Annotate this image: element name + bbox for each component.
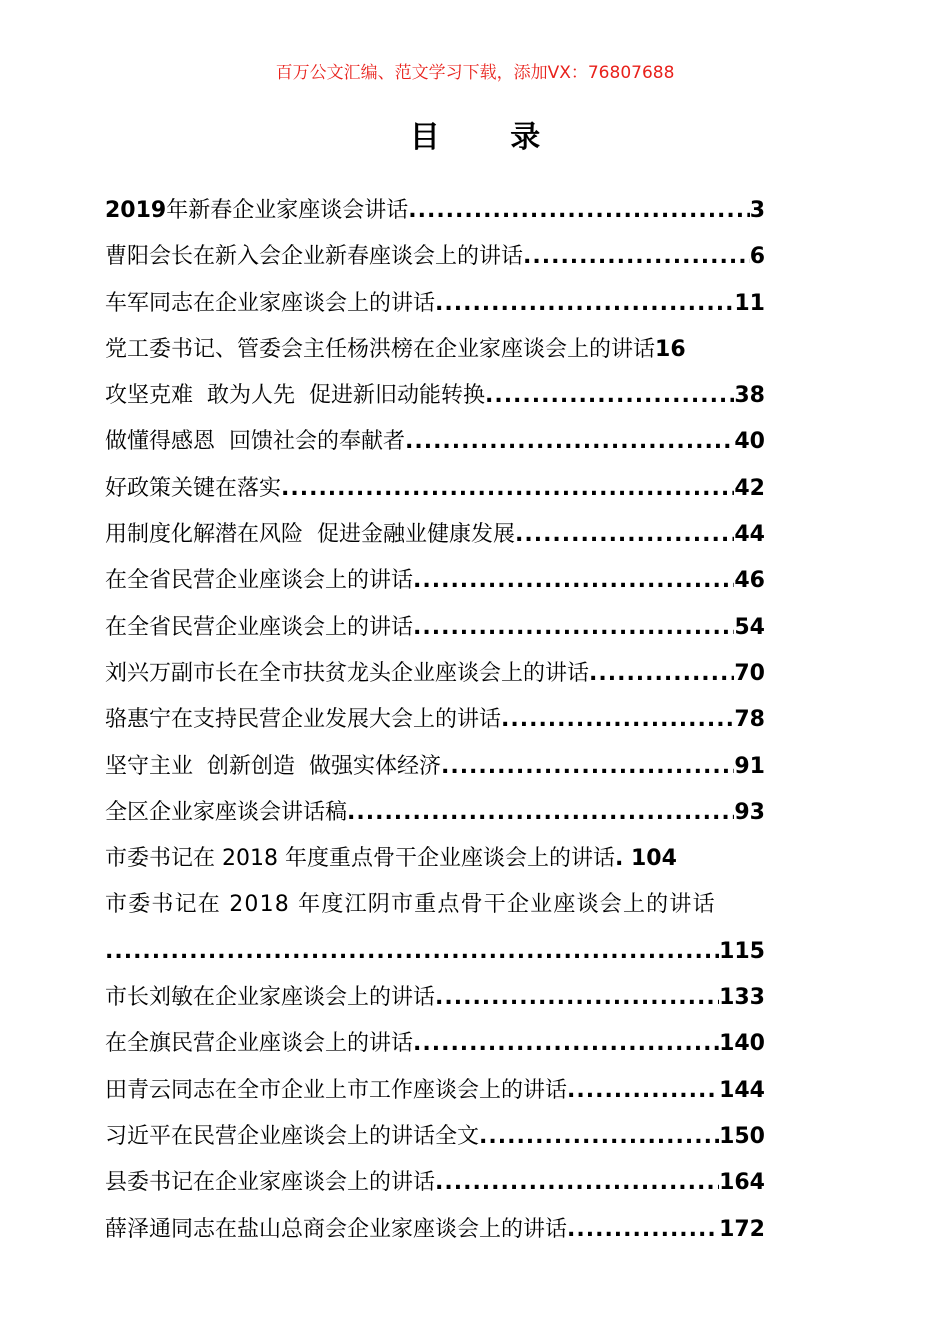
toc-entry-page: 144 <box>719 1077 765 1103</box>
toc-entry[interactable] <box>105 651 765 697</box>
toc-leader-dots <box>567 1068 719 1114</box>
toc-entry-page: 70 <box>734 660 765 686</box>
toc-leader-dots <box>441 744 734 790</box>
toc-entry[interactable] <box>105 975 765 1021</box>
toc-leader-dots <box>523 234 750 280</box>
toc-entry[interactable] <box>105 234 765 280</box>
toc-entry-title: 坚守主业 创新创造 做强实体经济 <box>105 753 441 779</box>
toc-entry-title: 市委书记在 2018 年度江阴市重点骨干企业座谈会上的讲话 <box>105 892 716 918</box>
toc-entry-title: 在全省民营企业座谈会上的讲话 <box>105 568 414 594</box>
toc-entry[interactable] <box>105 419 765 465</box>
toc-entry-page: 93 <box>734 799 765 825</box>
toc-entry-page: 38 <box>734 383 765 409</box>
toc-entry-page: 78 <box>734 707 765 733</box>
toc-entry-page: 11 <box>734 290 765 316</box>
toc-entry-page: 133 <box>719 985 765 1011</box>
toc-leader-dots <box>515 512 734 558</box>
toc-entry-title: 在全省民营企业座谈会上的讲话 <box>105 614 414 640</box>
toc-leader-dots <box>413 558 734 604</box>
toc-entry[interactable] <box>105 882 850 928</box>
toc-leader-dots <box>435 975 719 1021</box>
toc-entry-title: 曹阳会长在新入会企业新春座谈会上的讲话 <box>105 244 524 270</box>
toc-entry-title: 刘兴万副市长在全市扶贫龙头企业座谈会上的讲话 <box>105 660 590 686</box>
toc-leader-dots <box>501 697 734 743</box>
toc-entry-title: 市长刘敏在企业家座谈会上的讲话 <box>105 985 436 1011</box>
toc-entry-page: 44 <box>734 522 765 548</box>
table-of-contents <box>105 188 850 1253</box>
toc-entry-page: 150 <box>719 1123 765 1149</box>
toc-entry-title: 县委书记在企业家座谈会上的讲话 <box>105 1170 436 1196</box>
toc-entry-page: 115 <box>719 938 765 964</box>
toc-leader-dots <box>435 1160 719 1206</box>
toc-entry-title: 全区企业家座谈会讲话稿 <box>105 799 348 825</box>
toc-leader-dots <box>413 605 734 651</box>
toc-entry-year: 2019 <box>105 198 167 223</box>
toc-entry-title: 做懂得感恩 回馈社会的奉献者 <box>105 429 405 455</box>
toc-entry-title: 车军同志在企业家座谈会上的讲话 <box>105 290 436 316</box>
header-watermark-note: 百万公文汇编、范文学习下载，添加VX：76807688 <box>275 63 675 83</box>
toc-entry-page: 172 <box>719 1216 765 1242</box>
toc-entry-page: 46 <box>734 568 765 594</box>
toc-entry[interactable] <box>105 1021 765 1067</box>
toc-entry-title: 薛泽通同志在盐山总商会企业家座谈会上的讲话 <box>105 1216 568 1242</box>
toc-leader-dots <box>281 466 734 512</box>
toc-entry[interactable] <box>105 1114 765 1160</box>
toc-entry-title: 习近平在民营企业座谈会上的讲话全文 <box>105 1123 480 1149</box>
toc-entry[interactable] <box>105 188 765 234</box>
toc-entry-page: 42 <box>734 475 765 501</box>
toc-entry-title: 田青云同志在全市企业上市工作座谈会上的讲话 <box>105 1077 568 1103</box>
toc-leader-dots <box>405 419 734 465</box>
toc-entry-title: 用制度化解潜在风险 促进金融业健康发展 <box>105 522 515 548</box>
toc-leader-dots <box>589 651 734 697</box>
toc-entry-page: 91 <box>734 753 765 779</box>
toc-leader-dots <box>567 1207 719 1253</box>
toc-entry-page: 40 <box>734 429 765 455</box>
toc-leader-dots <box>347 790 734 836</box>
toc-leader-dots <box>105 929 719 975</box>
toc-entry[interactable] <box>105 1160 765 1206</box>
toc-leader-dots <box>479 1114 719 1160</box>
page-title: 目 录 <box>409 120 571 155</box>
toc-leader-dots <box>413 1021 719 1067</box>
toc-leader-dots <box>408 188 749 234</box>
toc-entry[interactable] <box>105 605 765 651</box>
toc-entry-title: 党工委书记、管委会主任杨洪榜在企业家座谈会上的讲话 <box>105 336 656 362</box>
toc-entry[interactable] <box>105 512 765 558</box>
toc-entry-page: 140 <box>719 1031 765 1057</box>
toc-entry[interactable] <box>105 373 765 419</box>
toc-entry-title: 好政策关键在落实 <box>105 475 282 501</box>
toc-entry[interactable] <box>105 327 765 373</box>
toc-entry-page: . 104 <box>614 846 677 872</box>
toc-entry-title: 在全旗民营企业座谈会上的讲话 <box>105 1031 414 1057</box>
toc-leader-dots <box>435 281 734 327</box>
toc-leader-dots <box>485 373 734 419</box>
toc-entry-title: 市委书记在 2018 年度重点骨干企业座谈会上的讲话 <box>105 846 615 872</box>
toc-entry[interactable] <box>105 1068 765 1114</box>
toc-entry[interactable] <box>105 466 765 512</box>
toc-entry-title: 骆惠宁在支持民营企业发展大会上的讲话 <box>105 707 502 733</box>
toc-entry-continuation[interactable] <box>105 929 765 975</box>
toc-entry[interactable] <box>105 558 765 604</box>
toc-entry-page: 164 <box>719 1170 765 1196</box>
toc-entry[interactable] <box>105 836 765 882</box>
toc-entry[interactable] <box>105 281 765 327</box>
toc-entry[interactable] <box>105 744 765 790</box>
toc-entry-page: 16 <box>655 336 686 362</box>
toc-entry-title: 攻坚克难 敢为人先 促进新旧动能转换 <box>105 383 485 409</box>
toc-entry-page: 54 <box>734 614 765 640</box>
toc-entry-page: 6 <box>749 244 765 270</box>
toc-entry[interactable] <box>105 1207 765 1253</box>
toc-entry-title: 2019年新春企业家座谈会讲话 <box>105 198 409 223</box>
toc-entry-page: 3 <box>749 198 765 223</box>
toc-entry[interactable] <box>105 697 765 743</box>
toc-entry[interactable] <box>105 790 765 836</box>
